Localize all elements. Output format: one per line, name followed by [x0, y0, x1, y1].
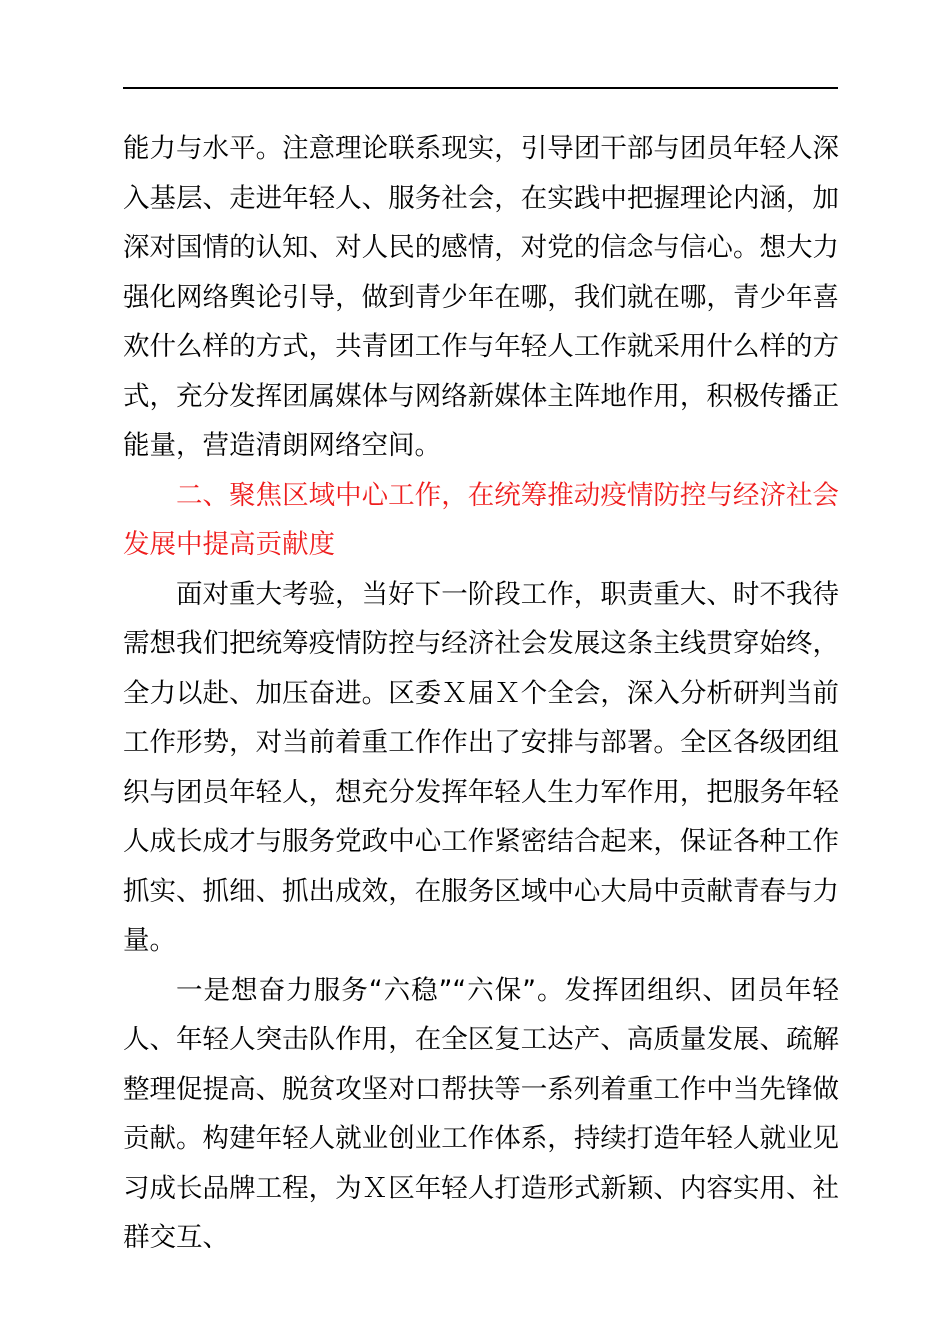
header-rule — [123, 87, 838, 89]
paragraph-continuation: 能力与水平。注意理论联系现实，引导团干部与团员年轻人深入基层、走进年轻人、服务社会，在实践中把握理论内涵，加深对国情的认知、对人民的感情，对党的信念与信心。想大力强化网络舆论引导，做到青少年在哪，我们就在哪，青少年喜欢什么样的方式，共青团工作与年轻人工作就采用什么样的方式，充分发挥团属媒体与网络新媒体主阵地作用，积极传播正能量，营造清朗网络空间。 — [123, 133, 839, 461]
section-heading: 二、聚焦区域中心工作，在统筹推动疫情防控与经济社会发展中提高贡献度 — [123, 479, 839, 560]
document-body — [123, 124, 839, 1263]
paragraph: 面对重大考验，当好下一阶段工作，职责重大、时不我待需想我们把统筹疫情防控与经济社会发展这条主线贯穿始终，全力以赴、加压奋进。区委Ｘ届Ｘ个全会，深入分析研判当前工作形势，对当前着重工作作出了安排与部署。全区各级团组织与团员年轻人，想充分发挥年轻人生力军作用，把服务年轻人成长成才与服务党政中心工作紧密结合起来，保证各种工作抓实、抓细、抓出成效，在服务区域中心大局中贡献青春与力量。 — [123, 578, 839, 956]
paragraph: 一是想奋力服务“六稳”“六保”。发挥团组织、团员年轻人、年轻人突击队作用，在全区复工达产、高质量发展、疏解整理促提高、脱贫攻坚对口帮扶等一系列着重工作中当先锋做贡献。构建年轻人就业创业工作体系，持续打造年轻人就业见习成长品牌工程，为Ｘ区年轻人打造形式新颖、内容实用、社群交互、 — [123, 974, 839, 1253]
